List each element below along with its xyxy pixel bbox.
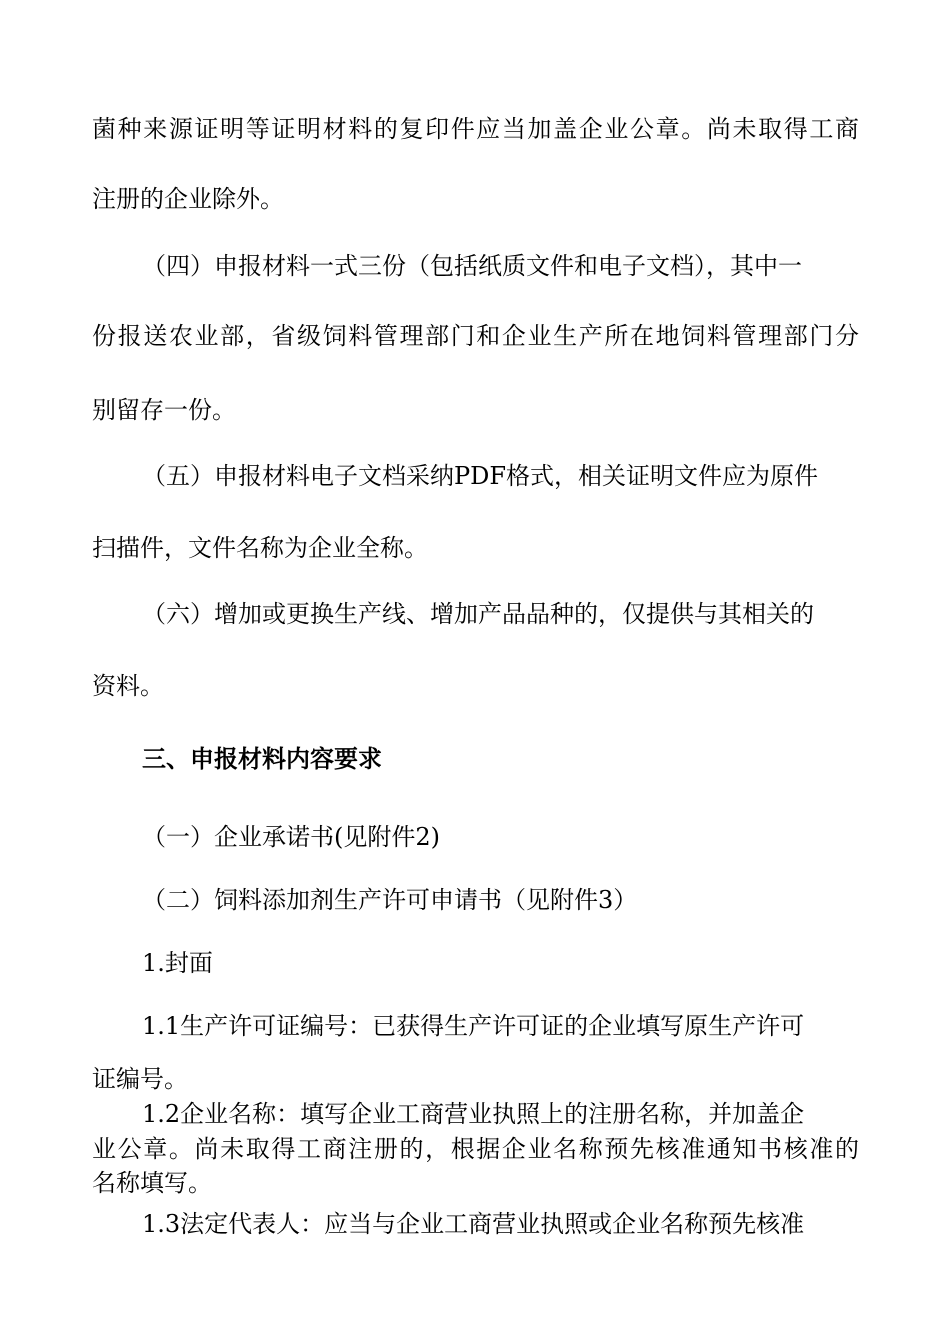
body-line-14: 1.1生产许可证编号：已获得生产许可证的企业填写原生产许可: [142, 1012, 805, 1040]
body-line-16: 1.2企业名称：填写企业工商营业执照上的注册名称，并加盖企: [142, 1100, 805, 1128]
body-line-2: 注册的企业除外。: [92, 185, 284, 213]
body-line-13: 1.封面: [142, 949, 213, 977]
body-line-3: （四）申报材料一式三份（包括纸质文件和电子文档），其中一: [142, 252, 802, 280]
body-line-5: 别留存一份。: [92, 396, 236, 424]
body-line-1: 菌种来源证明等证明材料的复印件应当加盖企业公章。尚未取得工商: [92, 115, 859, 143]
body-line-6: （五）申报材料电子文档采纳PDF格式，相关证明文件应为原件: [142, 462, 819, 490]
body-line-7: 扫描件，文件名称为企业全称。: [92, 534, 428, 562]
body-line-12: （二）饲料添加剂生产许可申请书（见附件3）: [142, 886, 638, 914]
body-line-17: 业公章。尚未取得工商注册的，根据企业名称预先核准通知书核准的: [92, 1135, 859, 1163]
body-line-15: 证编号。: [92, 1065, 188, 1093]
body-line-18: 名称填写。: [92, 1169, 212, 1197]
body-line-8: （六）增加或更换生产线、增加产品品种的，仅提供与其相关的: [142, 600, 814, 628]
section-heading: 三、申报材料内容要求: [142, 744, 382, 773]
body-line-9: 资料。: [92, 672, 164, 700]
body-line-4: 份报送农业部，省级饲料管理部门和企业生产所在地饲料管理部门分: [92, 322, 859, 350]
body-line-11: （一）企业承诺书(见附件2): [142, 823, 440, 851]
body-line-19: 1.3法定代表人：应当与企业工商营业执照或企业名称预先核准: [142, 1210, 805, 1238]
